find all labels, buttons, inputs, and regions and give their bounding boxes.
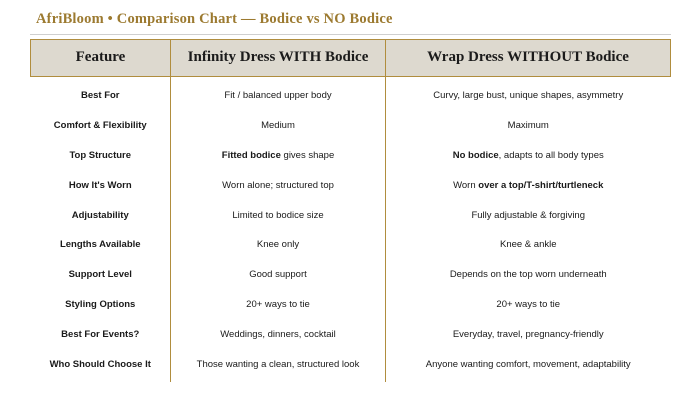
cell-without-bodice: 20+ ways to tie [496,299,561,311]
comparison-table [30,39,671,382]
table-row [31,350,671,382]
cell-with-bodice: Worn alone; structured top [171,171,386,201]
cell-without-bodice [386,171,671,201]
cell-without-bodice: Depends on the top worn underneath [449,269,607,281]
row-label: Support Level [31,260,171,290]
title-divider [30,34,671,35]
cell-with-bodice: Medium [171,111,386,141]
cell-emphasis: No bodice [452,149,499,161]
table-row [31,81,671,111]
table-row [31,201,671,231]
row-label: Adjustability [31,201,171,231]
cell-without-bodice [386,141,671,171]
row-label: Best For Events? [31,320,171,350]
cell-emphasis: over a top/T-shirt/turtleneck [478,179,604,191]
cell-with-bodice [171,141,386,171]
table-row [31,230,671,260]
cell-with-bodice: Weddings, dinners, cocktail [171,320,386,350]
cell-without-bodice: Knee & ankle [499,239,557,251]
cell-text: Worn [453,179,479,191]
cell-with-bodice: Those wanting a clean, structured look [171,350,386,382]
cell-with-bodice: Fit / balanced upper body [171,81,386,111]
table-row [31,290,671,320]
table-body [31,77,671,382]
row-label: Best For [31,81,171,111]
cell-text: gives shape [280,149,335,161]
cell-text: , adapts to all body types [498,149,604,161]
row-label: Who Should Choose It [31,350,171,382]
table-row [31,320,671,350]
column-header-with-bodice: Infinity Dress WITH Bodice [171,40,386,77]
table-header-row [31,40,671,77]
cell-with-bodice: Limited to bodice size [171,201,386,231]
row-label: Lengths Available [31,230,171,260]
cell-without-bodice: Anyone wanting comfort, movement, adaptability [425,358,631,370]
table-row [31,141,671,171]
row-label: Top Structure [31,141,171,171]
column-header-feature: Feature [31,40,171,77]
row-label: How It's Worn [31,171,171,201]
row-label: Styling Options [31,290,171,320]
cell-with-bodice: Good support [171,260,386,290]
cell-with-bodice: Knee only [171,230,386,260]
table-header [31,40,671,77]
table-row [31,111,671,141]
cell-emphasis: Fitted bodice [221,149,281,161]
cell-without-bodice: Curvy, large bust, unique shapes, asymmetry [433,90,624,101]
cell-without-bodice: Maximum [507,119,549,131]
row-label: Comfort & Flexibility [31,111,171,141]
cell-without-bodice: Fully adjustable & forgiving [471,209,586,221]
column-header-without-bodice: Wrap Dress WITHOUT Bodice [386,40,671,77]
page-title: AfriBloom • Comparison Chart — Bodice vs NO Bodice [36,11,393,27]
table-row [31,171,671,201]
cell-with-bodice: 20+ ways to tie [171,290,386,320]
cell-without-bodice: Everyday, travel, pregnancy-friendly [452,329,604,340]
table-row [31,260,671,290]
